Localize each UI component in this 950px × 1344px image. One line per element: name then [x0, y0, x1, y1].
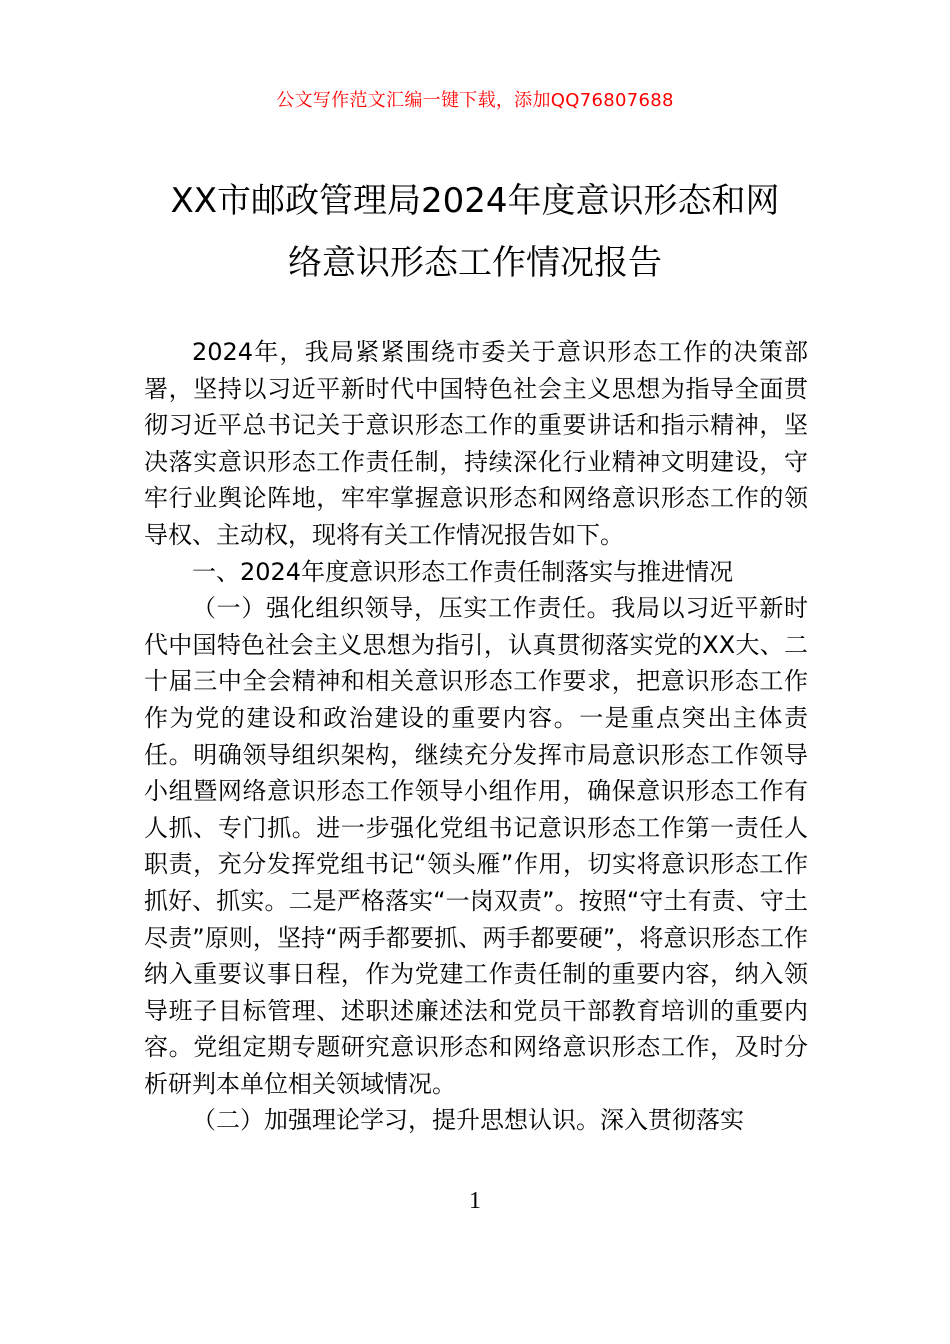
subsection-paragraph-2: （二）加强理论学习，提升思想认识。深入贯彻落实 [192, 1106, 744, 1135]
title-line-1: XX市邮政管理局2024年度意识形态和网 [170, 181, 780, 221]
header-download-note: 公文写作范文汇编一键下载，添加QQ76807688 [276, 90, 674, 111]
intro-paragraph: 2024年，我局紧紧围绕市委关于意识形态工作的决策部署，坚持以习近平新时代中国特色社会主义思想为指导全面贯彻习近平总书记关于意识形态工作的重要讲话和指示精神，坚决落实意识形态工作责任制，持续深化行业精神文明建设，守牢行业舆论阵地，牢牢掌握意识形态和网络意识形态工作的领导权、主动权，现将有关工作情况报告如下。 [144, 338, 808, 549]
document-body [144, 334, 808, 1139]
document-title [140, 170, 810, 294]
page-number: 1 [469, 1188, 481, 1214]
section-heading: 一、2024年度意识形态工作责任制落实与推进情况 [192, 557, 734, 586]
title-line-2: 络意识形态工作情况报告 [288, 243, 662, 283]
subsection-paragraph-1: （一）强化组织领导，压实工作责任。我局以习近平新时代中国特色社会主义思想为指引，认真贯彻落实党的XX大、二十届三中全会精神和相关意识形态工作要求，把意识形态工作作为党的建设和政治建设的重要内容。一是重点突出主体责任。明确领导组织架构，继续充分发挥市局意识形态工作领导小组暨网络意识形态工作领导小组作用，确保意识形态工作有人抓、专门抓。进一步强化党组书记意识形态工作第一责任人职责，充分发挥党组书记“领头雁”作用，切实将意识形态工作抓好、抓实。二是严格落实“一岗双责”。按照“守土有责、守土尽责”原则，坚持“两手都要抓、两手都要硬”，将意识形态工作纳入重要议事日程，作为党建工作责任制的重要内容，纳入领导班子目标管理、述职述廉述法和党员干部教育培训的重要内容。党组定期专题研究意识形态和网络意识形态工作，及时分析研判本单位相关领域情况。 [144, 594, 808, 1098]
